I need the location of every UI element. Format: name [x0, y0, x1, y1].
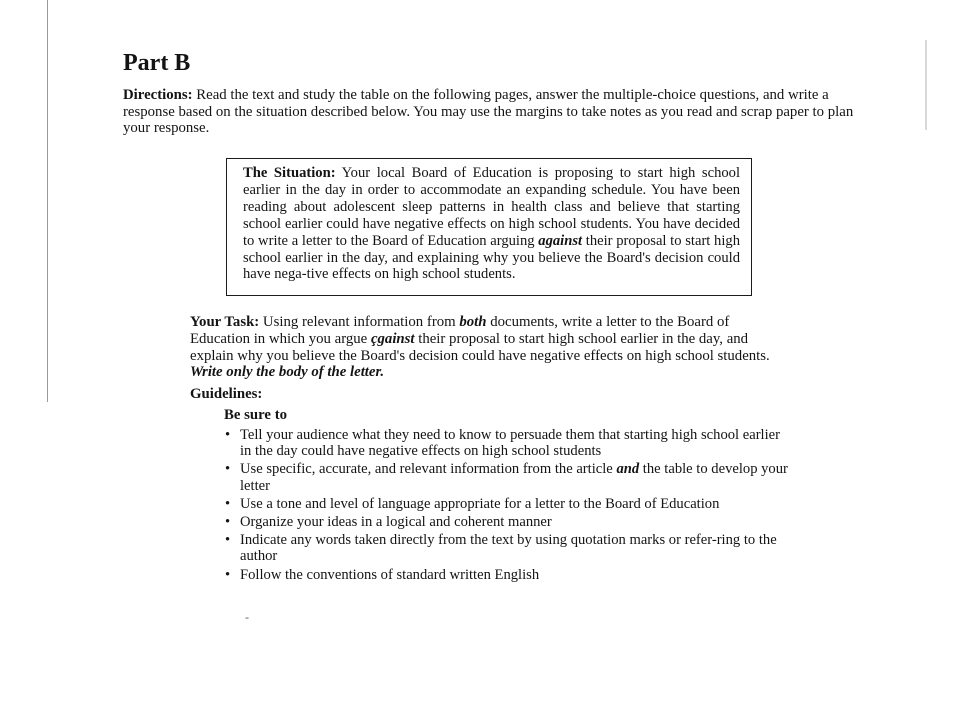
task-text-2: documents, write a letter to the Board of Education in which you argue [190, 314, 730, 347]
guideline-text: Indicate any words taken directly from the text by using quotation marks or refer-ring to the author [240, 532, 777, 565]
scan-margin-line [47, 0, 48, 402]
guideline-item [224, 567, 790, 583]
directions-label: Directions: [123, 87, 193, 103]
guideline-text: Use specific, accurate, and relevant information from the article [240, 461, 617, 478]
guideline-item [224, 496, 790, 512]
guideline-item [224, 514, 790, 530]
directions-text: Read the text and study the table on the following pages, answer the multiple-choice questions, and write a response based on the situation described below. You may use the margins to take notes as you read and scrap paper to plan your response. [123, 87, 854, 136]
scan-stray-mark: - [245, 610, 249, 624]
guideline-text: Follow the conventions of standard written English [240, 566, 540, 583]
guideline-item [224, 532, 790, 564]
situation-emphasis: against [538, 232, 583, 249]
guidelines-list [224, 427, 790, 585]
guideline-text: Tell your audience what they need to know to persuade them that starting high school earlier in the day could have negative effects on high school students [240, 427, 780, 460]
guidelines-heading: Guidelines: [190, 386, 263, 402]
task-emphasis-instruction: Write only the body of the letter. [190, 364, 385, 381]
scan-edge-shadow [925, 40, 927, 130]
bullet-icon: • [225, 514, 231, 531]
guideline-text-continued: the table to develop your letter [240, 461, 788, 494]
task-label: Your Task: [190, 314, 260, 330]
bullet-icon: • [225, 495, 231, 512]
directions-paragraph [123, 87, 861, 137]
situation-text-before: Your local Board of Education is proposing to start high school earlier in the day in order to accommodate an expanding schedule. You have been reading about adolescent sleep patterns in health class and believe that starting school earlier could have negative effects on high school students. You have decided to write a letter to the Board of Education arguing [243, 165, 741, 249]
bullet-icon: • [225, 566, 231, 583]
guideline-item [224, 427, 790, 459]
bullet-icon: • [225, 461, 231, 478]
task-emphasis-both: both [459, 314, 487, 330]
task-paragraph [190, 314, 790, 381]
bullet-icon: • [225, 427, 231, 443]
task-text-1: Using relevant information from [259, 314, 460, 330]
task-emphasis-against: çgainst [370, 330, 415, 347]
guidelines-intro: Be sure to [224, 407, 288, 423]
guideline-item [224, 461, 790, 493]
situation-paragraph [243, 165, 740, 283]
part-title: Part B [123, 50, 191, 76]
guideline-emphasis: and [616, 461, 640, 478]
bullet-icon: • [225, 532, 231, 549]
situation-box [226, 158, 752, 296]
situation-label: The Situation: [243, 165, 336, 181]
guideline-text: Use a tone and level of language appropriate for a letter to the Board of Education [240, 495, 720, 512]
task-text-3: their proposal to start high school earlier in the day, and explain why you believe the Board's decision could have negative effects on high school students. [190, 330, 770, 364]
guideline-text: Organize your ideas in a logical and coherent manner [240, 514, 552, 531]
situation-text-after: their proposal to start high school earlier in the day, and explaining why you believe the Board's decision could have nega-tive effects on high school students. [243, 232, 740, 283]
